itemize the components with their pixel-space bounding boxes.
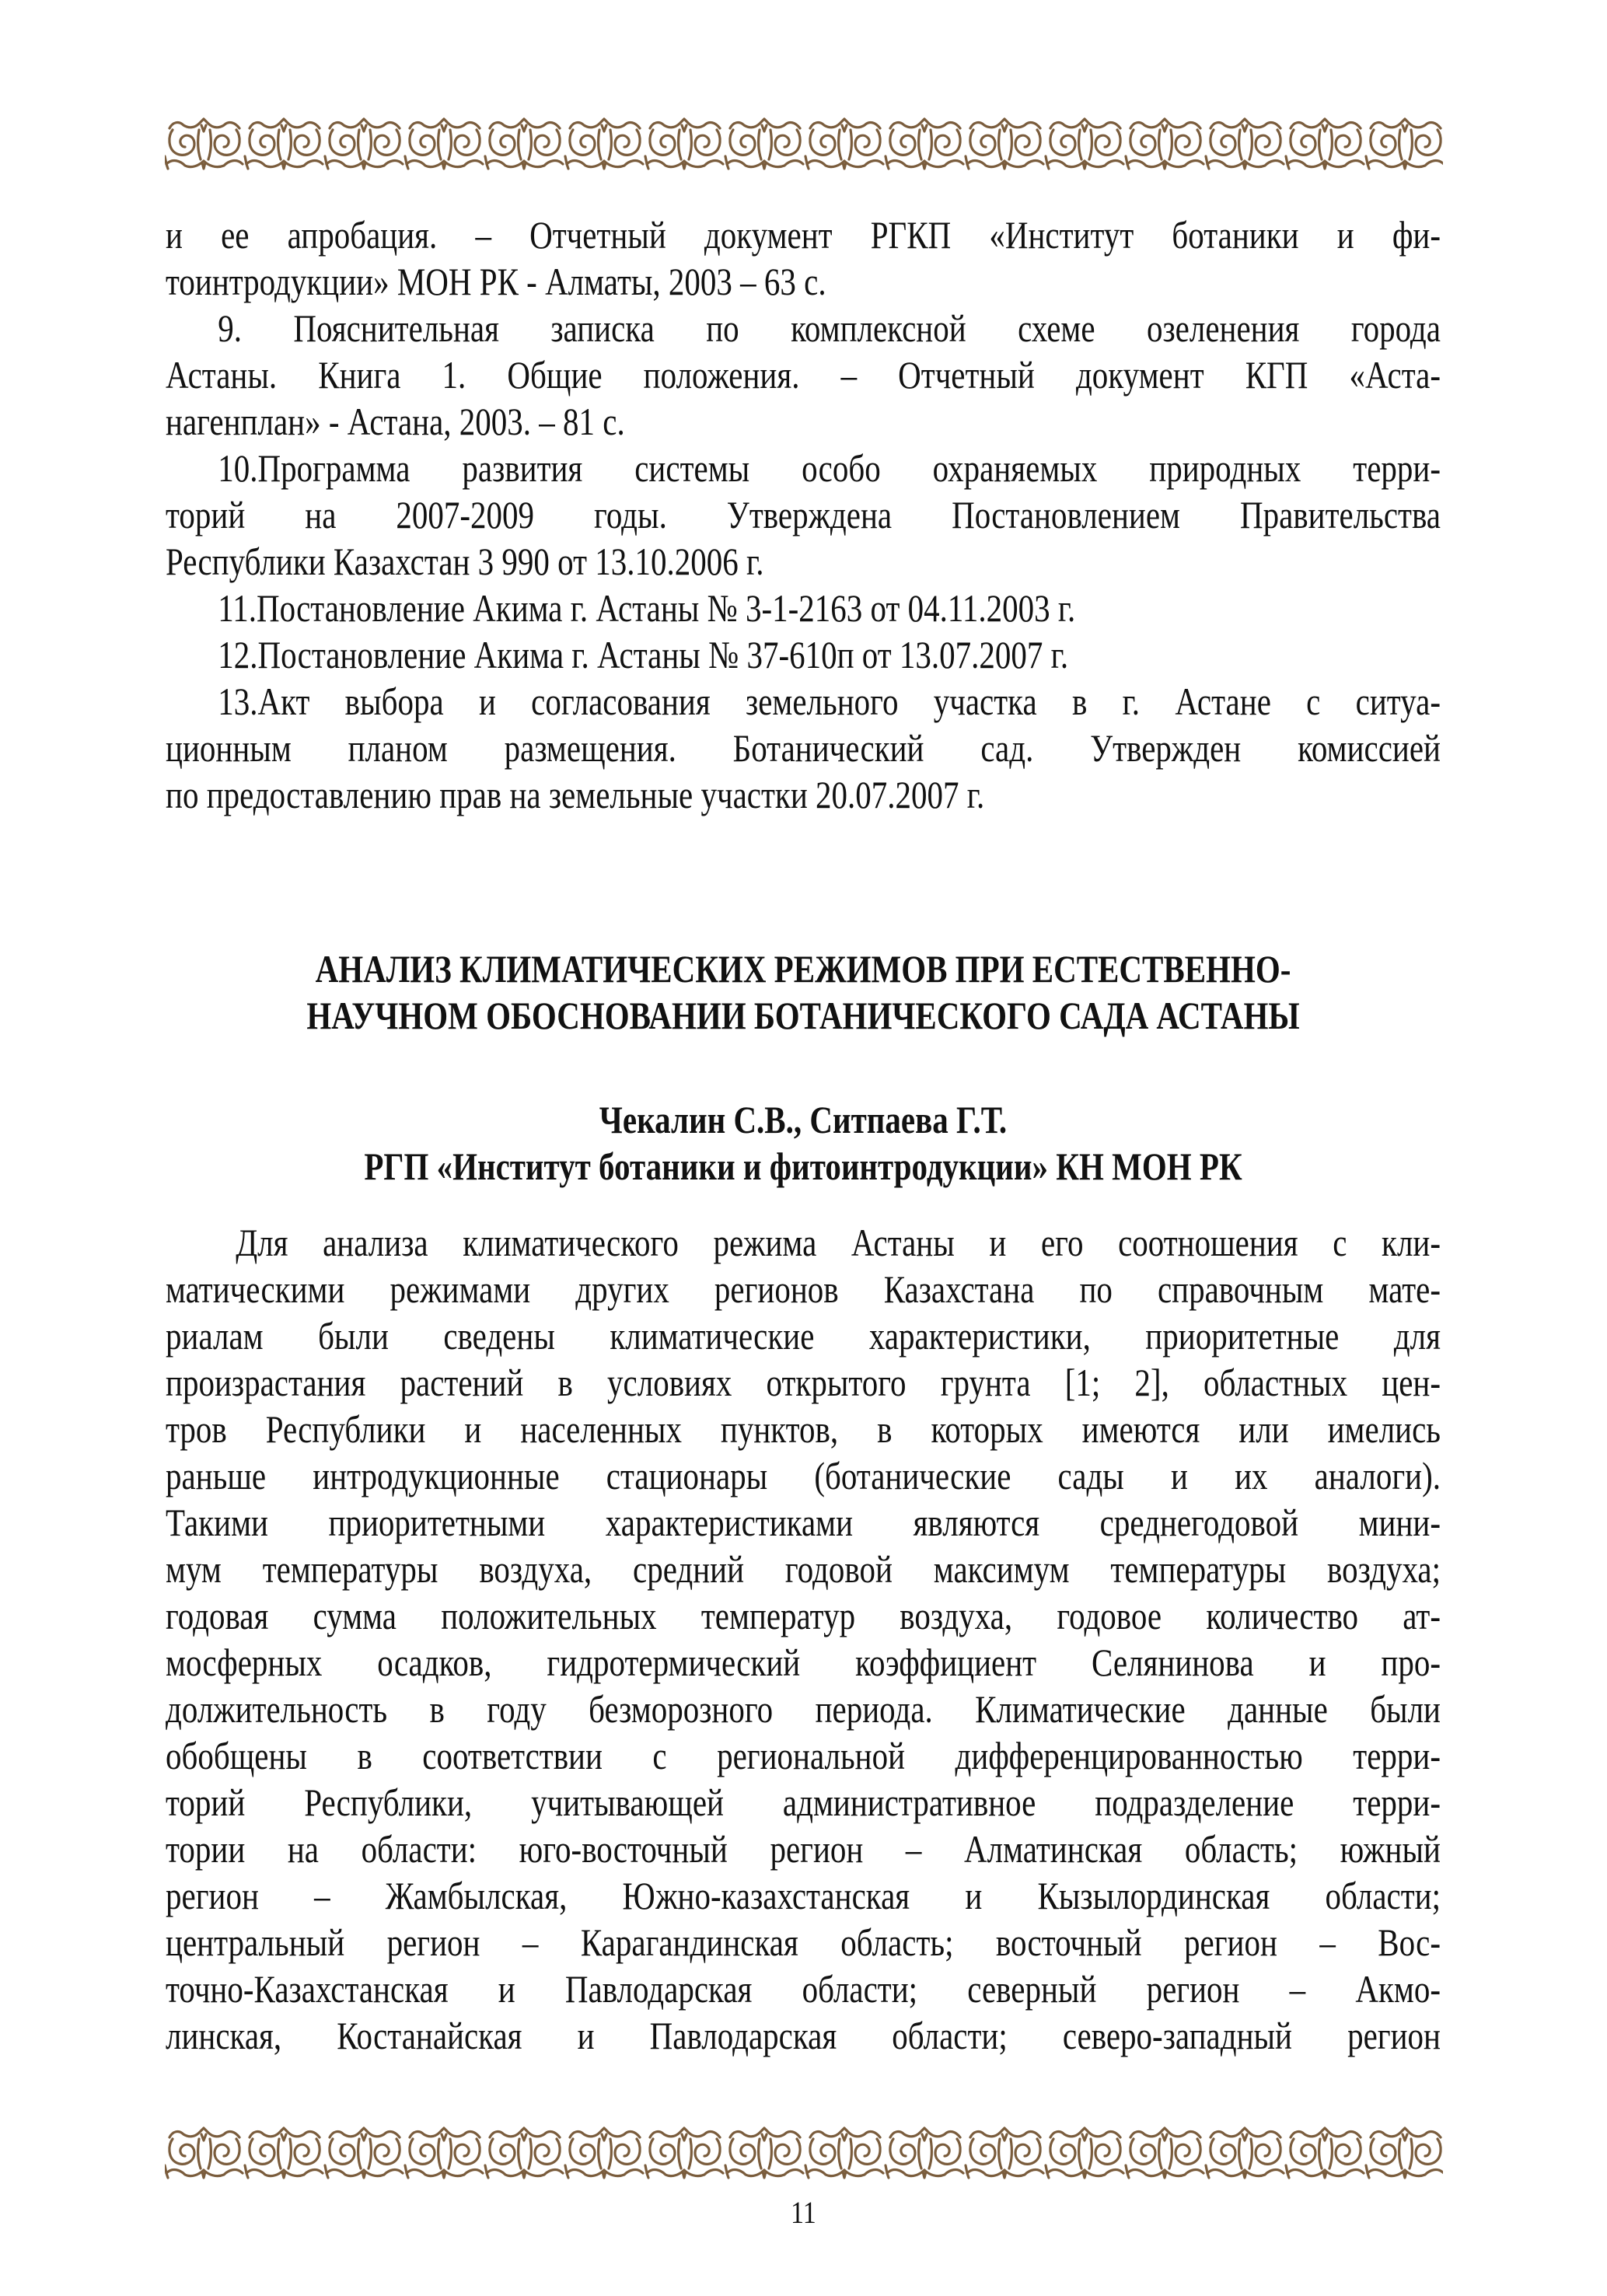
reference-item-10: 10.Программа развития системы особо охраняемых природных терри- (218, 446, 1441, 490)
article-title-line-2: НАУЧНОМ ОБОСНОВАНИИ БОТАНИЧЕСКОГО САДА АСТАНЫ (306, 994, 1300, 1037)
body-line: регион – Жамбылская, Южно-казахстанская и Кызылординская области; (166, 1874, 1441, 1917)
bottom-ornament-border (165, 2127, 1443, 2179)
body-line: мум температуры воздуха, средний годовой максимум температуры воздуха; (166, 1547, 1441, 1591)
body-line: торий Республики, учитывающей административное подразделение терри- (166, 1781, 1441, 1824)
body-line: Такими приоритетными характеристиками являются среднегодовой мини- (166, 1501, 1441, 1544)
body-line: обобщены в соответствии с региональной дифференцированностью терри- (166, 1734, 1441, 1777)
reference-item-9: 9. Пояснительная записка по комплексной схеме озеленения города (218, 306, 1441, 350)
reference-line: и ее апробация. – Отчетный документ РГКП «Институт ботаники и фи- (166, 213, 1441, 257)
reference-line: по предоставлению прав на земельные участки 20.07.2007 г. (166, 773, 985, 816)
body-line: точно-Казахстанская и Павлодарская области; северный регион – Акмо- (166, 1967, 1441, 2011)
article-authors: Чекалин С.В., Ситпаева Г.Т. (599, 1098, 1008, 1141)
body-line: произрастания растений в условиях открытого грунта [1; 2], областных цен- (166, 1361, 1441, 1404)
body-line: годовая сумма положительных температур воздуха, годовое количество ат- (166, 1594, 1441, 1637)
article-title (166, 945, 1441, 1039)
body-line: центральный регион – Карагандинская область; восточный регион – Вос- (166, 1920, 1441, 1964)
article-byline (166, 1096, 1441, 1190)
body-line: матическими режимами других регионов Казахстана по справочным мате- (166, 1267, 1441, 1311)
body-line: Для анализа климатического режима Астаны и его соотношения с кли- (236, 1221, 1441, 1264)
article-title-line-1: АНАЛИЗ КЛИМАТИЧЕСКИХ РЕЖИМОВ ПРИ ЕСТЕСТВЕННО- (315, 947, 1291, 991)
page-number: 11 (791, 2195, 816, 2230)
body-line: раньше интродукционные стационары (ботанические сады и их аналоги). (166, 1454, 1441, 1497)
ornament-pattern-icon (165, 2127, 1443, 2179)
top-ornament-border (165, 117, 1443, 170)
body-line: тории на области: юго-восточный регион – Алматинская область; южный (166, 1827, 1441, 1871)
reference-line: торий на 2007-2009 годы. Утверждена Постановлением Правительства (166, 493, 1441, 536)
references-list (166, 211, 1441, 818)
reference-line: тоинтродукции» МОН РК - Алматы, 2003 – 63 с. (166, 260, 826, 303)
article-body-paragraph (166, 1219, 1441, 2059)
reference-line: Республики Казахстан 3 990 от 13.10.2006 г. (166, 540, 764, 583)
reference-item-11: 11.Постановление Акима г. Астаны № 3-1-2163 от 04.11.2003 г. (218, 586, 1076, 630)
reference-line: нагенплан» - Астана, 2003. – 81 с. (166, 400, 625, 443)
body-line: риалам были сведены климатические характеристики, приоритетные для (166, 1314, 1441, 1358)
body-line: мосферных осадков, гидротермический коэффициент Селянинова и про- (166, 1641, 1441, 1684)
reference-item-13: 13.Акт выбора и согласования земельного участка в г. Астане с ситуа- (218, 680, 1441, 723)
ornament-pattern-icon (165, 117, 1443, 170)
reference-line: Астаны. Книга 1. Общие положения. – Отчетный документ КГП «Аста- (166, 353, 1441, 397)
reference-line: ционным планом размещения. Ботанический сад. Утвержден комиссией (166, 726, 1441, 770)
body-line: должительность в году безморозного периода. Климатические данные были (166, 1687, 1441, 1731)
body-line: тров Республики и населенных пунктов, в которых имеются или имелись (166, 1407, 1441, 1451)
reference-item-12: 12.Постановление Акима г. Астаны № 37-610п от 13.07.2007 г. (218, 633, 1069, 676)
body-line: линская, Костанайская и Павлодарская области; северо-западный регион (166, 2014, 1441, 2057)
article-affiliation: РГП «Институт ботаники и фитоинтродукции» КН МОН РК (364, 1145, 1242, 1188)
